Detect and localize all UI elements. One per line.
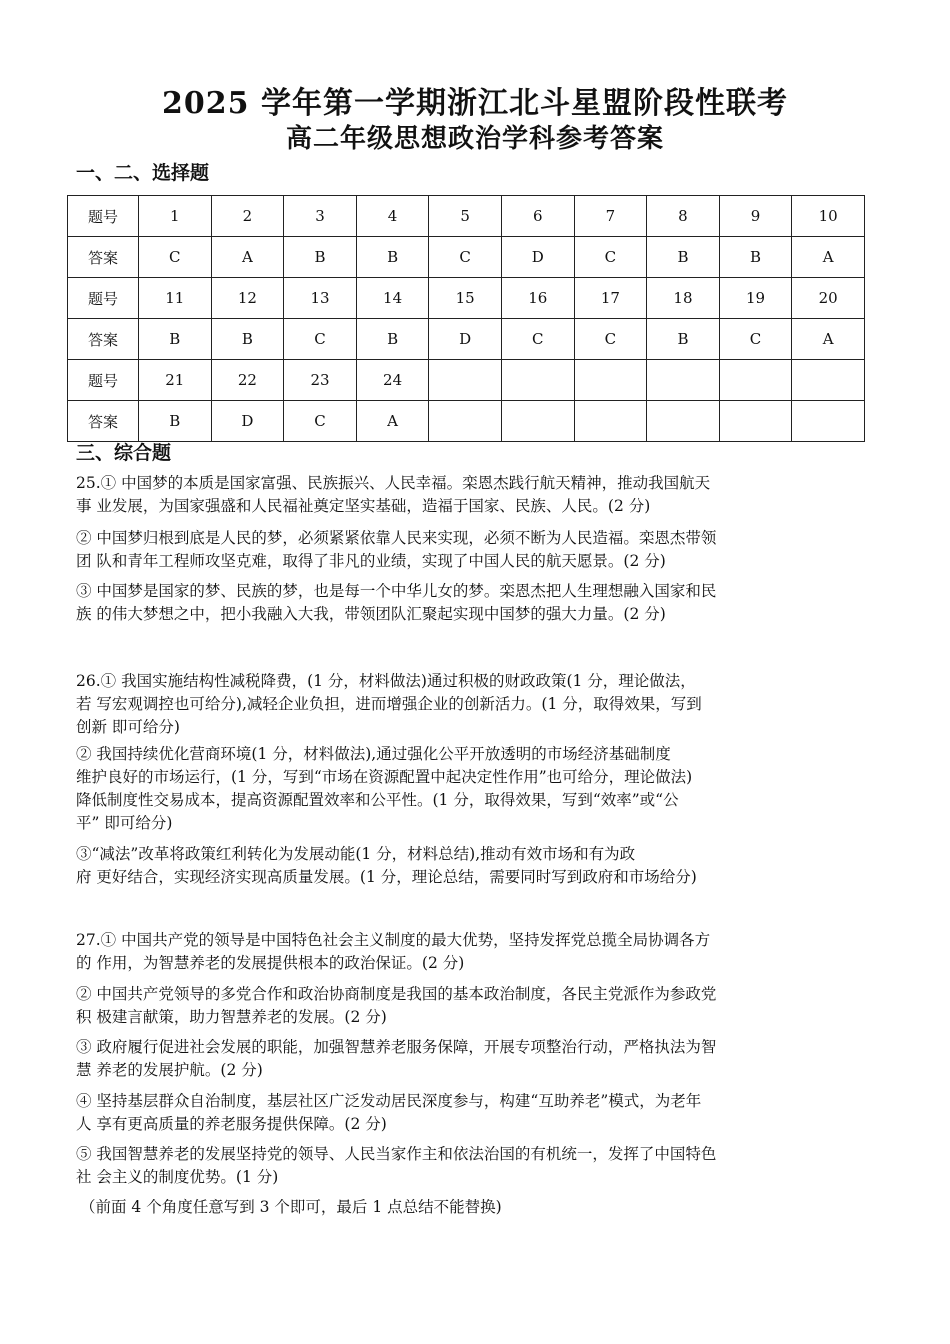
- table-cell: 11: [139, 278, 212, 319]
- table-cell: 7: [574, 196, 647, 237]
- paragraph-line: ② 中国梦归根到底是人民的梦，必须紧紧依靠人民来实现，必须不断为人民造福。栾恩杰带领: [76, 529, 717, 547]
- paragraph-line: 事 业发展，为国家强盛和人民福祉奠定坚实基础，造福于国家、民族、人民。(2 分): [76, 497, 651, 515]
- table-cell: A: [211, 237, 284, 278]
- table-cell: C: [574, 237, 647, 278]
- table-cell: D: [429, 319, 502, 360]
- paragraph-line: 平” 即可给分): [76, 814, 173, 832]
- table-cell: [647, 360, 720, 401]
- table-cell: 6: [501, 196, 574, 237]
- table-cell: 2: [211, 196, 284, 237]
- row-header-cell: 答案: [68, 319, 139, 360]
- table-cell: 1: [139, 196, 212, 237]
- row-header-cell: 题号: [68, 278, 139, 319]
- table-cell: A: [792, 319, 865, 360]
- table-cell: 14: [356, 278, 429, 319]
- paragraph-line: 26.① 我国实施结构性减税降费，(1 分，材料做法)通过积极的财政政策(1 分，理论做法，: [76, 672, 696, 690]
- table-cell: C: [574, 319, 647, 360]
- table-row: [68, 196, 865, 237]
- table-cell: 19: [719, 278, 792, 319]
- paragraph-line: 27.① 中国共产党的领导是中国特色社会主义制度的最大优势，坚持发挥党总揽全局协调各方: [76, 931, 711, 949]
- table-cell: B: [211, 319, 284, 360]
- paragraph-line: ② 我国持续优化营商环境(1 分，材料做法),通过强化公平开放透明的市场经济基础制度: [76, 745, 671, 763]
- table-cell: [647, 401, 720, 442]
- table-cell: [429, 401, 502, 442]
- answer-table: [67, 195, 865, 442]
- table-cell: B: [284, 237, 357, 278]
- table-cell: [719, 401, 792, 442]
- table-row: [68, 401, 865, 442]
- table-cell: [574, 401, 647, 442]
- paragraph-line: 25.① 中国梦的本质是国家富强、民族振兴、人民幸福。栾恩杰践行航天精神，推动我国航天: [76, 474, 711, 492]
- paragraph-line: 的 作用，为智慧养老的发展提供根本的政治保证。(2 分): [76, 954, 465, 972]
- table-cell: [501, 360, 574, 401]
- table-cell: [719, 360, 792, 401]
- table-cell: A: [356, 401, 429, 442]
- answer-paragraph: [76, 527, 866, 573]
- row-header-cell: 题号: [68, 360, 139, 401]
- table-cell: A: [792, 237, 865, 278]
- table-cell: 22: [211, 360, 284, 401]
- paragraph-line: 维护良好的市场运行，(1 分，写到“市场在资源配置中起决定性作用”也可给分，理论做法): [76, 768, 693, 786]
- answer-paragraph: [76, 743, 866, 835]
- paragraph-line: 创新 即可给分): [76, 718, 180, 736]
- table-cell: [792, 360, 865, 401]
- table-cell: D: [501, 237, 574, 278]
- table-cell: [574, 360, 647, 401]
- table-row: [68, 360, 865, 401]
- row-header-cell: 题号: [68, 196, 139, 237]
- paragraph-line: （前面 4 个角度任意写到 3 个即可，最后 1 点总结不能替换): [80, 1198, 502, 1216]
- table-row: [68, 237, 865, 278]
- table-cell: 12: [211, 278, 284, 319]
- answer-paragraph: [76, 1143, 866, 1189]
- paragraph-line: 社 会主义的制度优势。(1 分): [76, 1168, 279, 1186]
- table-cell: [501, 401, 574, 442]
- answer-paragraph: [76, 472, 866, 518]
- table-cell: C: [429, 237, 502, 278]
- paragraph-line: 慧 养老的发展护航。(2 分): [76, 1061, 263, 1079]
- table-row: [68, 319, 865, 360]
- table-cell: 21: [139, 360, 212, 401]
- answer-paragraph: [76, 1036, 866, 1082]
- table-cell: C: [284, 401, 357, 442]
- table-cell: 5: [429, 196, 502, 237]
- table-cell: 18: [647, 278, 720, 319]
- table-cell: 17: [574, 278, 647, 319]
- paragraph-line: ③“减法”改革将政策红利转化为发展动能(1 分，材料总结),推动有效市场和有为政: [76, 845, 636, 863]
- table-cell: B: [139, 401, 212, 442]
- paragraph-line: ③ 中国梦是国家的梦、民族的梦，也是每一个中华儿女的梦。栾恩杰把人生理想融入国家和民: [76, 582, 717, 600]
- page-title: 2025 学年第一学期浙江北斗星盟阶段性联考: [162, 86, 788, 121]
- table-cell: 13: [284, 278, 357, 319]
- answer-paragraph: [80, 1196, 870, 1219]
- table-cell: 23: [284, 360, 357, 401]
- table-cell: [429, 360, 502, 401]
- paragraph-line: 若 写宏观调控也可给分),减轻企业负担，进而增强企业的创新活力。(1 分，取得效果，写到: [76, 695, 702, 713]
- answer-paragraph: [76, 983, 866, 1029]
- table-cell: 15: [429, 278, 502, 319]
- table-cell: 4: [356, 196, 429, 237]
- table-cell: B: [719, 237, 792, 278]
- table-cell: B: [139, 319, 212, 360]
- row-header-cell: 答案: [68, 237, 139, 278]
- table-cell: C: [284, 319, 357, 360]
- table-cell: 3: [284, 196, 357, 237]
- answer-paragraph: [76, 670, 866, 739]
- table-cell: 9: [719, 196, 792, 237]
- answer-paragraph: [76, 1090, 866, 1136]
- paragraph-line: ② 中国共产党领导的多党合作和政治协商制度是我国的基本政治制度，各民主党派作为参政党: [76, 985, 717, 1003]
- row-header-cell: 答案: [68, 401, 139, 442]
- paragraph-line: 团 队和青年工程师攻坚克难，取得了非凡的业绩，实现了中国人民的航天愿景。(2 分): [76, 552, 666, 570]
- table-cell: [792, 401, 865, 442]
- page-subtitle: 高二年级思想政治学科参考答案: [285, 124, 664, 154]
- answer-paragraph: [76, 580, 866, 626]
- table-cell: B: [647, 319, 720, 360]
- table-cell: D: [211, 401, 284, 442]
- table-cell: C: [139, 237, 212, 278]
- table-cell: B: [647, 237, 720, 278]
- answer-paragraph: [76, 843, 866, 889]
- section-heading-choice: 一、二、选择题: [76, 162, 210, 184]
- table-cell: C: [719, 319, 792, 360]
- paragraph-line: ⑤ 我国智慧养老的发展坚持党的领导、人民当家作主和依法治国的有机统一，发挥了中国特色: [76, 1145, 717, 1163]
- table-cell: 24: [356, 360, 429, 401]
- paragraph-line: 人 享有更高质量的养老服务提供保障。(2 分): [76, 1115, 387, 1133]
- section-heading-comprehensive: 三、综合题: [76, 442, 172, 464]
- table-cell: 16: [501, 278, 574, 319]
- table-cell: 8: [647, 196, 720, 237]
- answer-paragraph: [76, 929, 866, 975]
- table-cell: 10: [792, 196, 865, 237]
- table-cell: B: [356, 319, 429, 360]
- paragraph-line: ④ 坚持基层群众自治制度，基层社区广泛发动居民深度参与，构建“互助养老”模式，为老年: [76, 1092, 702, 1110]
- paragraph-line: 族 的伟大梦想之中，把小我融入大我，带领团队汇聚起实现中国梦的强大力量。(2 分): [76, 605, 666, 623]
- table-cell: 20: [792, 278, 865, 319]
- paragraph-line: ③ 政府履行促进社会发展的职能，加强智慧养老服务保障，开展专项整治行动，严格执法为智: [76, 1038, 717, 1056]
- table-cell: C: [501, 319, 574, 360]
- table-row: [68, 278, 865, 319]
- table-cell: B: [356, 237, 429, 278]
- paragraph-line: 积 极建言献策，助力智慧养老的发展。(2 分): [76, 1008, 387, 1026]
- paragraph-line: 府 更好结合，实现经济实现高质量发展。(1 分，理论总结，需要同时写到政府和市场给分): [76, 868, 697, 886]
- paragraph-line: 降低制度性交易成本，提高资源配置效率和公平性。(1 分，取得效果，写到“效率”或“公: [76, 791, 679, 809]
